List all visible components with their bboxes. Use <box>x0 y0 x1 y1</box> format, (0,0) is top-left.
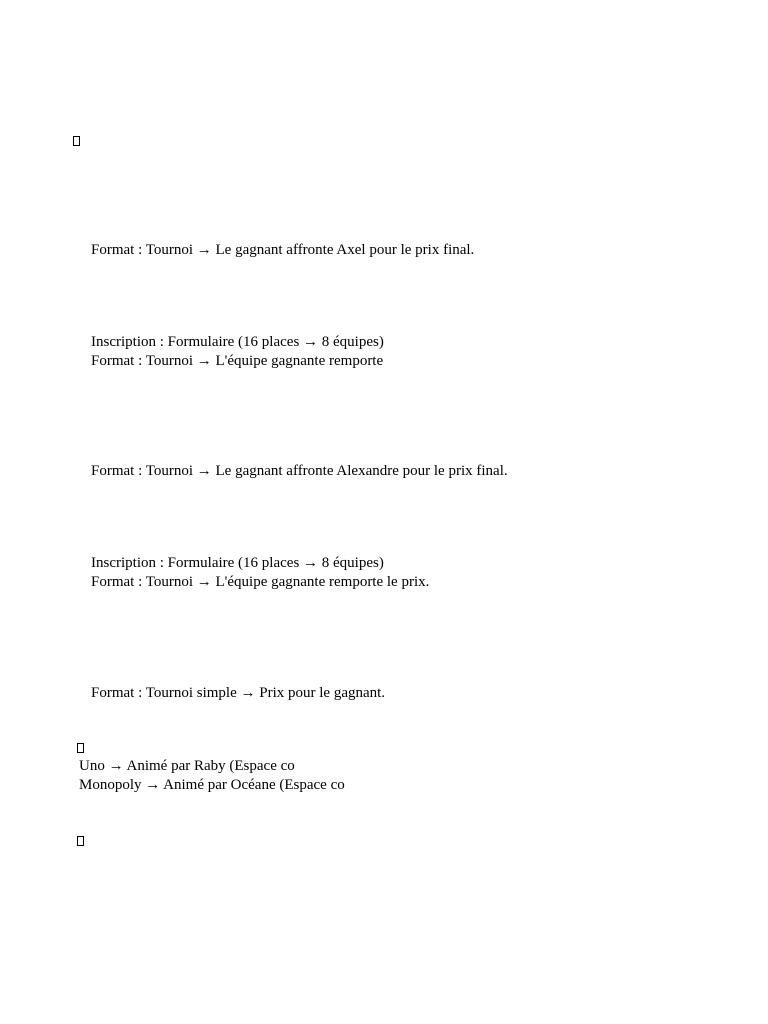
inscription-line: Inscription : Formulaire (16 places → 8 équipes) <box>91 555 384 571</box>
format-line: Format : Tournoi → Le gagnant affronte Axel pour le prix final. <box>91 242 475 258</box>
monopoly-line: Monopoly → Animé par Océane (Espace co <box>79 777 345 793</box>
format-line: Format : Tournoi → L'équipe gagnante remporte <box>91 353 384 369</box>
inscription-line: Inscription : Formulaire (16 places → 8 équipes) <box>91 334 384 350</box>
missing-glyph-icon <box>77 836 84 846</box>
format-line: Format : Tournoi → Le gagnant affronte Alexandre pour le prix final. <box>91 463 508 479</box>
format-line: Format : Tournoi → L'équipe gagnante remporte le prix. <box>91 574 430 590</box>
uno-line: Uno → Animé par Raby (Espace co <box>79 758 295 774</box>
format-line: Format : Tournoi simple → Prix pour le gagnant. <box>91 685 386 701</box>
missing-glyph-icon <box>77 743 84 753</box>
missing-glyph-icon <box>73 136 80 146</box>
